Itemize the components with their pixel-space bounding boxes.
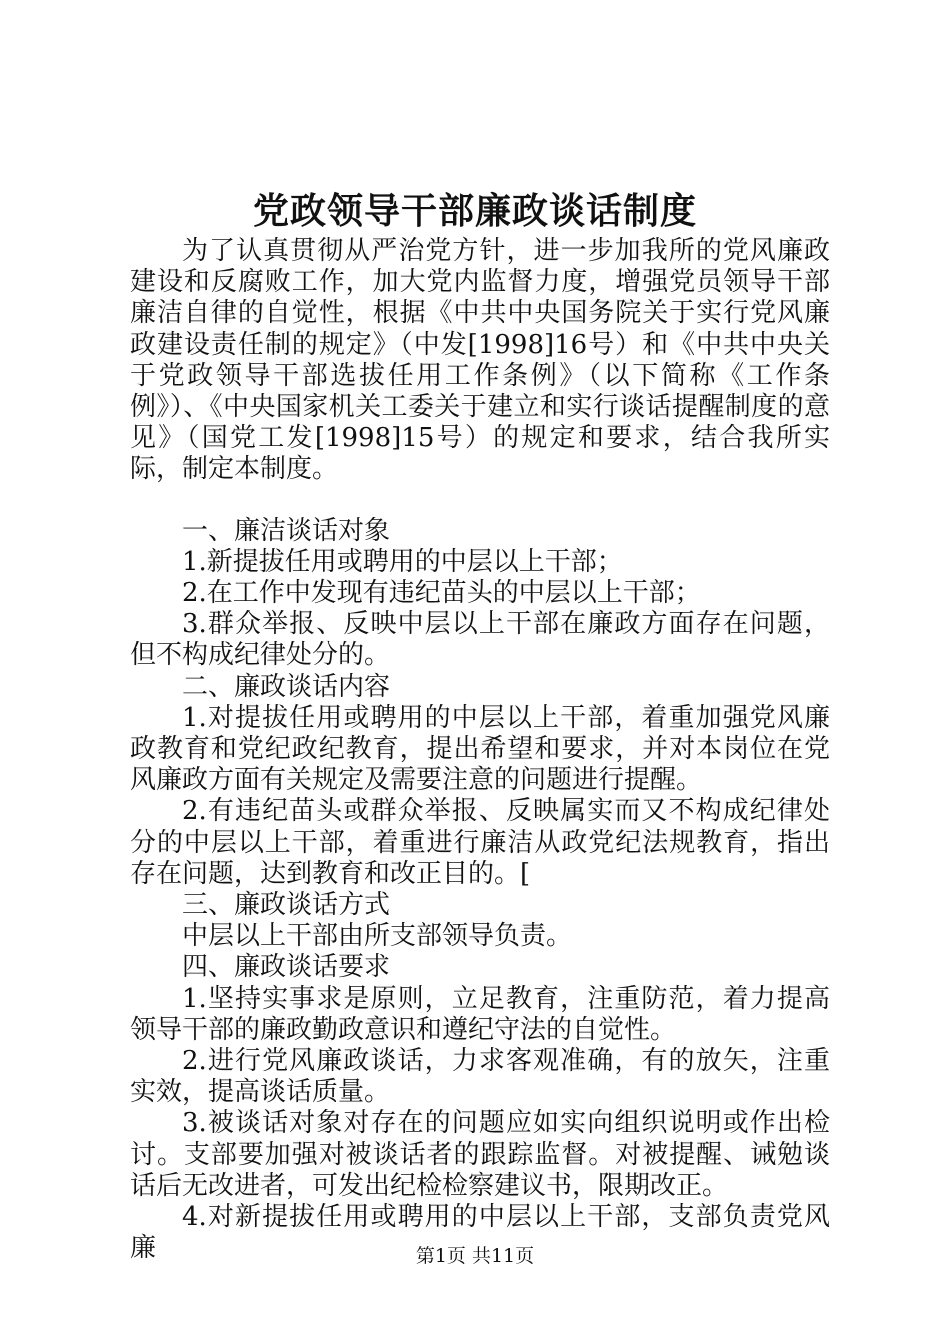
page-footer: 第1页 共11页 <box>415 1245 535 1267</box>
paragraph: 中层以上干部由所支部领导负责。 <box>182 921 573 952</box>
list-item: 2.进行党风廉政谈话，力求客观准确，有的放矢，注重实效，提高谈话质量。 <box>130 1046 830 1108</box>
page-title: 党政领导干部廉政谈话制度 <box>252 190 697 232</box>
section-heading: 四、廉政谈话要求 <box>182 952 391 983</box>
document-body <box>130 236 830 1265</box>
list-item: 1.新提拔任用或聘用的中层以上干部； <box>182 546 623 577</box>
list-item: 2.有违纪苗头或群众举报、反映属实而又不构成纪律处分的中层以上干部，着重进行廉洁从政党纪法规教育，指出存在问题，达到教育和改正目的。[ <box>130 796 830 889</box>
list-item: 3.群众举报、反映中层以上干部在廉政方面存在问题，但不构成纪律处分的。 <box>130 609 830 671</box>
section-heading: 三、廉政谈话方式 <box>182 890 391 921</box>
list-item: 3.被谈话对象对存在的问题应如实向组织说明或作出检讨。支部要加强对被谈话者的跟踪监督。对被提醒、诫勉谈话后无改进者，可发出纪检检察建议书，限期改正。 <box>130 1108 830 1201</box>
section-heading: 一、廉洁谈话对象 <box>182 515 391 546</box>
list-item: 1.坚持实事求是原则，立足教育，注重防范，着力提高领导干部的廉政勤政意识和遵纪守法的自觉性。 <box>130 983 830 1045</box>
list-item: 4.对新提拔任用或聘用的中层以上干部，支部负责党风廉 <box>130 1202 830 1264</box>
paragraph-intro: 为了认真贯彻从严治党方针，进一步加我所的党风廉政建设和反腐败工作，加大党内监督力度，增强党员领导干部廉洁自律的自觉性，根据《中共中央国务院关于实行党风廉政建设责任制的规定》（中发[1998]16号）和《中共中央关于党政领导干部选拔任用工作条例》（以下简称《工作条例》）、《中央国家机关工委关于建立和实行谈话提醒制度的意见》（国党工发[1998]15号）的规定和要求，结合我所实际，制定本制度。 <box>130 236 830 485</box>
list-item: 1.对提拔任用或聘用的中层以上干部，着重加强党风廉政教育和党纪政纪教育，提出希望和要求，并对本岗位在党风廉政方面有关规定及需要注意的问题进行提醒。 <box>130 702 830 796</box>
list-item: 2.在工作中发现有违纪苗头的中层以上干部； <box>182 578 701 609</box>
section-heading: 二、廉政谈话内容 <box>182 671 391 702</box>
